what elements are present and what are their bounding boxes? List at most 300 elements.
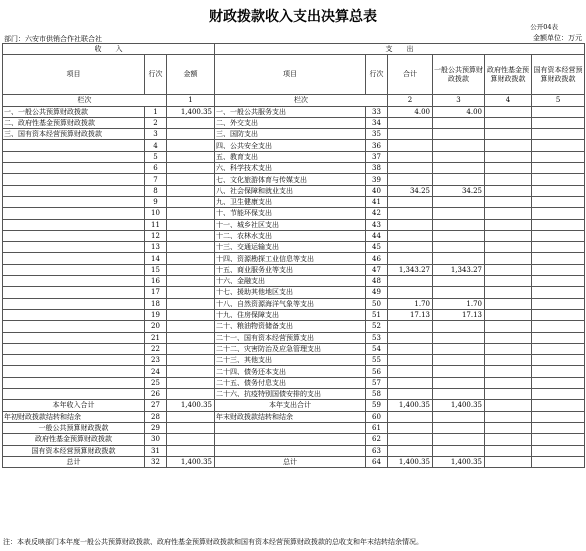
income-item [3,242,145,253]
carryover-expense-value [433,422,485,433]
income-row-no: 10 [145,208,167,219]
expense-item: 三、国防支出 [215,129,366,140]
income-row-no: 23 [145,355,167,366]
expense-general-budget: 1.70 [433,298,485,309]
income-item: 三、国有资本经营预算财政拨款 [3,129,145,140]
carryover-row [3,434,585,445]
expense-item: 二十一、国有资本经营预算支出 [215,332,366,343]
expense-state-capital [532,343,585,354]
expense-gov-fund [485,355,532,366]
carryover-row [3,411,585,422]
col-index-3: 3 [433,95,485,106]
income-amount [167,389,215,400]
income-row-no: 11 [145,219,167,230]
carryover-income-row-no: 31 [145,445,167,456]
income-amount [167,298,215,309]
income-item [3,321,145,332]
carryover-income-amount [167,422,215,433]
income-amount [167,343,215,354]
expense-total: 34.25 [388,185,433,196]
table-row [3,264,585,275]
carryover-income-amount [167,445,215,456]
income-item: 一、一般公共预算财政拨款 [3,106,145,117]
expense-row-no: 53 [366,332,388,343]
income-amount [167,208,215,219]
expense-total [388,287,433,298]
annual-expense-general: 1,400.35 [433,400,485,411]
grand-total-expense-row-no: 64 [366,456,388,467]
income-section-header: 收 入 [3,44,215,55]
expense-state-capital [532,332,585,343]
expense-row-no: 46 [366,253,388,264]
expense-total [388,366,433,377]
table-row [3,253,585,264]
expense-item: 二、外交支出 [215,117,366,128]
annual-income-total-label: 本年收入合计 [3,400,145,411]
expense-gov-fund [485,151,532,162]
expense-gov-fund [485,287,532,298]
income-amount [167,287,215,298]
expense-gov-fund [485,129,532,140]
expense-row-no: 43 [366,219,388,230]
table-row [3,377,585,388]
expense-item: 七、文化旅游体育与传媒支出 [215,174,366,185]
expense-total: 17.13 [388,309,433,320]
expense-general-budget: 34.25 [433,185,485,196]
carryover-income-amount [167,411,215,422]
table-row [3,298,585,309]
expense-item: 二十二、灾害防治及应急管理支出 [215,343,366,354]
expense-total [388,253,433,264]
expense-item: 十四、资源勘探工业信息等支出 [215,253,366,264]
carryover-expense-value [388,422,433,433]
expense-total [388,355,433,366]
income-item [3,332,145,343]
grand-total-expense-state-capital [532,456,585,467]
expense-state-capital [532,287,585,298]
carryover-income-item: 国有资本经营预算财政拨款 [3,445,145,456]
grand-total-row [3,456,585,467]
budget-table [2,43,585,468]
report-title: 财政拨款收入支出决算总表 [209,9,377,25]
table-row [3,309,585,320]
grand-total-income-row-no: 32 [145,456,167,467]
expense-row-no: 33 [366,106,388,117]
expense-gov-fund [485,208,532,219]
expense-total [388,117,433,128]
expense-row-no: 51 [366,309,388,320]
expense-total [388,332,433,343]
expense-item-header: 项目 [215,55,366,95]
income-amount [167,321,215,332]
carryover-expense-value [532,411,585,422]
expense-state-capital [532,140,585,151]
expense-row-no: 55 [366,355,388,366]
carryover-expense-item [215,434,366,445]
income-amount [167,230,215,241]
expense-item: 十二、农林水支出 [215,230,366,241]
expense-gov-fund [485,276,532,287]
income-item: 二、政府性基金预算财政拨款 [3,117,145,128]
income-item [3,140,145,151]
income-amount [167,242,215,253]
expense-item: 二十五、债务付息支出 [215,377,366,388]
expense-item: 一、一般公共服务支出 [215,106,366,117]
expense-general-budget [433,129,485,140]
carryover-expense-row-no: 60 [366,411,388,422]
expense-general-budget [433,230,485,241]
grand-total-income-label: 总计 [3,456,145,467]
gov-fund-header: 政府性基金预算财政拨款 [485,55,532,95]
expense-general-budget [433,321,485,332]
expense-item: 五、教育支出 [215,151,366,162]
expense-state-capital [532,219,585,230]
expense-row-no: 39 [366,174,388,185]
income-row-no: 17 [145,287,167,298]
expense-state-capital [532,230,585,241]
expense-general-budget [433,332,485,343]
carryover-expense-row-no: 61 [366,422,388,433]
expense-item: 十八、自然资源海洋气象等支出 [215,298,366,309]
carryover-expense-value [433,445,485,456]
expense-gov-fund [485,117,532,128]
annual-expense-total-label: 本年支出合计 [215,400,366,411]
expense-general-budget: 1,343.27 [433,264,485,275]
expense-row-no: 40 [366,185,388,196]
expense-gov-fund [485,196,532,207]
expense-state-capital [532,129,585,140]
income-amount [167,117,215,128]
carryover-expense-value [388,434,433,445]
expense-gov-fund [485,309,532,320]
annual-expense-row-no: 59 [366,400,388,411]
expense-state-capital [532,106,585,117]
expense-state-capital [532,117,585,128]
income-row-no: 7 [145,174,167,185]
income-item-header: 项目 [3,55,145,95]
income-amount [167,276,215,287]
expense-total [388,276,433,287]
grand-total-income-amount: 1,400.35 [167,456,215,467]
expense-total [388,242,433,253]
expense-state-capital [532,264,585,275]
expense-general-budget [433,196,485,207]
expense-total [388,377,433,388]
income-item [3,230,145,241]
expense-total [388,230,433,241]
grand-total-expense-total: 1,400.35 [388,456,433,467]
table-row [3,332,585,343]
department-label: 部门：六安市供销合作社联合社 [4,35,102,43]
income-item [3,151,145,162]
income-item [3,389,145,400]
income-amount [167,151,215,162]
col-index-5: 5 [532,95,585,106]
expense-general-budget [433,389,485,400]
carryover-expense-value [532,445,585,456]
grand-total-expense-general: 1,400.35 [433,456,485,467]
expense-general-budget [433,208,485,219]
expense-item: 二十六、抗疫特别国债安排的支出 [215,389,366,400]
expense-general-budget [433,343,485,354]
expense-section-header: 支 出 [215,44,585,55]
income-item [3,219,145,230]
income-row-no: 6 [145,163,167,174]
section-header-row [3,44,585,55]
expense-state-capital [532,298,585,309]
income-col-label: 栏次 [3,95,167,106]
expense-row-no: 47 [366,264,388,275]
income-amount [167,140,215,151]
expense-state-capital [532,151,585,162]
table-row [3,287,585,298]
expense-gov-fund [485,253,532,264]
carryover-income-row-no: 28 [145,411,167,422]
expense-row-no: 56 [366,366,388,377]
expense-gov-fund [485,140,532,151]
income-row-no: 2 [145,117,167,128]
grand-total-expense-gov-fund [485,456,532,467]
table-row [3,355,585,366]
income-item [3,298,145,309]
table-row [3,129,585,140]
expense-total [388,151,433,162]
annual-expense-gov-fund [485,400,532,411]
expense-item: 十、节能环保支出 [215,208,366,219]
carryover-expense-value [433,434,485,445]
table-row [3,151,585,162]
expense-row-no: 36 [366,140,388,151]
expense-row-no: 34 [366,117,388,128]
expense-general-budget [433,151,485,162]
expense-state-capital [532,309,585,320]
table-row [3,185,585,196]
income-row-no: 26 [145,389,167,400]
expense-general-budget [433,377,485,388]
state-capital-header: 国有资本经营预算财政拨款 [532,55,585,95]
expense-row-no: 38 [366,163,388,174]
expense-total [388,219,433,230]
expense-item: 二十三、其他支出 [215,355,366,366]
expense-row-no: 58 [366,389,388,400]
expense-state-capital [532,276,585,287]
expense-gov-fund [485,366,532,377]
expense-general-budget [433,276,485,287]
income-item [3,377,145,388]
expense-state-capital [532,389,585,400]
income-row-no: 13 [145,242,167,253]
carryover-row [3,422,585,433]
expense-total [388,140,433,151]
carryover-income-item: 年初财政拨款结转和结余 [3,411,145,422]
income-row-no: 25 [145,377,167,388]
col-index-1: 1 [167,95,215,106]
expense-total [388,163,433,174]
income-row-no: 19 [145,309,167,320]
income-row-no: 21 [145,332,167,343]
income-item [3,366,145,377]
expense-state-capital [532,242,585,253]
expense-general-budget: 17.13 [433,309,485,320]
expense-row-no: 41 [366,196,388,207]
income-item [3,196,145,207]
income-row-no: 4 [145,140,167,151]
expense-state-capital [532,355,585,366]
carryover-income-item: 一般公共预算财政拨款 [3,422,145,433]
expense-item: 二十、粮油物资储备支出 [215,321,366,332]
expense-total [388,208,433,219]
column-header-row [3,55,585,95]
income-row-no: 15 [145,264,167,275]
form-number: 公开04表 [530,23,558,31]
expense-general-budget [433,174,485,185]
expense-state-capital [532,321,585,332]
income-item [3,253,145,264]
income-item [3,174,145,185]
income-row-no: 20 [145,321,167,332]
table-row [3,106,585,117]
expense-row-no: 54 [366,343,388,354]
income-item [3,309,145,320]
table-row [3,321,585,332]
expense-item: 四、公共安全支出 [215,140,366,151]
expense-general-budget [433,163,485,174]
expense-item: 十九、住房保障支出 [215,309,366,320]
expense-total [388,174,433,185]
expense-state-capital [532,163,585,174]
expense-gov-fund [485,242,532,253]
table-row [3,117,585,128]
carryover-expense-row-no: 63 [366,445,388,456]
expense-gov-fund [485,298,532,309]
carryover-expense-value [485,411,532,422]
general-budget-header: 一般公共预算财政拨款 [433,55,485,95]
income-amount [167,219,215,230]
table-row [3,276,585,287]
income-row-no-header: 行次 [145,55,167,95]
expense-state-capital [532,196,585,207]
carryover-income-item: 政府性基金预算财政拨款 [3,434,145,445]
expense-row-no: 48 [366,276,388,287]
income-row-no: 3 [145,129,167,140]
expense-state-capital [532,174,585,185]
expense-item: 二十四、债务还本支出 [215,366,366,377]
expense-gov-fund [485,230,532,241]
expense-total [388,321,433,332]
income-amount: 1,400.35 [167,106,215,117]
income-amount [167,253,215,264]
income-amount [167,355,215,366]
income-row-no: 8 [145,185,167,196]
annual-total-row [3,400,585,411]
expense-gov-fund [485,332,532,343]
expense-general-budget [433,242,485,253]
income-row-no: 12 [145,230,167,241]
income-item [3,355,145,366]
expense-general-budget [433,253,485,264]
expense-row-no: 52 [366,321,388,332]
expense-item: 九、卫生健康支出 [215,196,366,207]
income-amount [167,309,215,320]
expense-row-no: 37 [366,151,388,162]
expense-general-budget [433,355,485,366]
expense-gov-fund [485,377,532,388]
annual-expense-state-capital [532,400,585,411]
expense-row-no-header: 行次 [366,55,388,95]
income-item [3,208,145,219]
income-item [3,343,145,354]
expense-total [388,129,433,140]
expense-general-budget [433,219,485,230]
expense-total [388,343,433,354]
table-row [3,208,585,219]
expense-total: 1.70 [388,298,433,309]
carryover-expense-value [532,422,585,433]
expense-gov-fund [485,343,532,354]
expense-row-no: 57 [366,377,388,388]
expense-total-header: 合计 [388,55,433,95]
income-row-no: 14 [145,253,167,264]
carryover-expense-value [485,422,532,433]
expense-state-capital [532,377,585,388]
table-row [3,196,585,207]
table-row [3,163,585,174]
expense-item: 十三、交通运输支出 [215,242,366,253]
table-row [3,174,585,185]
footnote: 注：本表反映部门本年度一般公共预算财政拨款、政府性基金预算财政拨款和国有资本经营预算财政拨款的总收支和年末结转结余情况。 [3,538,423,546]
expense-row-no: 49 [366,287,388,298]
table-row [3,389,585,400]
income-amount [167,196,215,207]
expense-total: 1,343.27 [388,264,433,275]
carryover-expense-value [532,434,585,445]
expense-row-no: 42 [366,208,388,219]
expense-state-capital [532,208,585,219]
income-item [3,287,145,298]
expense-item: 十五、商业服务业等支出 [215,264,366,275]
col-index-4: 4 [485,95,532,106]
carryover-expense-value [485,434,532,445]
expense-gov-fund [485,174,532,185]
income-amount-header: 金额 [167,55,215,95]
income-row-no: 9 [145,196,167,207]
expense-col-label: 栏次 [215,95,388,106]
expense-item: 八、社会保障和就业支出 [215,185,366,196]
table-row [3,140,585,151]
income-amount [167,377,215,388]
expense-general-budget [433,366,485,377]
carryover-income-amount [167,434,215,445]
expense-gov-fund [485,185,532,196]
table-row [3,343,585,354]
income-item [3,185,145,196]
income-item [3,163,145,174]
income-row-no: 5 [145,151,167,162]
table-row [3,366,585,377]
income-row-no: 24 [145,366,167,377]
annual-expense-total: 1,400.35 [388,400,433,411]
column-index-row [3,95,585,106]
expense-row-no: 45 [366,242,388,253]
expense-state-capital [532,185,585,196]
expense-item: 六、科学技术支出 [215,163,366,174]
carryover-expense-value [433,411,485,422]
expense-gov-fund [485,163,532,174]
income-amount [167,366,215,377]
expense-state-capital [532,253,585,264]
expense-total: 4.00 [388,106,433,117]
expense-row-no: 35 [366,129,388,140]
